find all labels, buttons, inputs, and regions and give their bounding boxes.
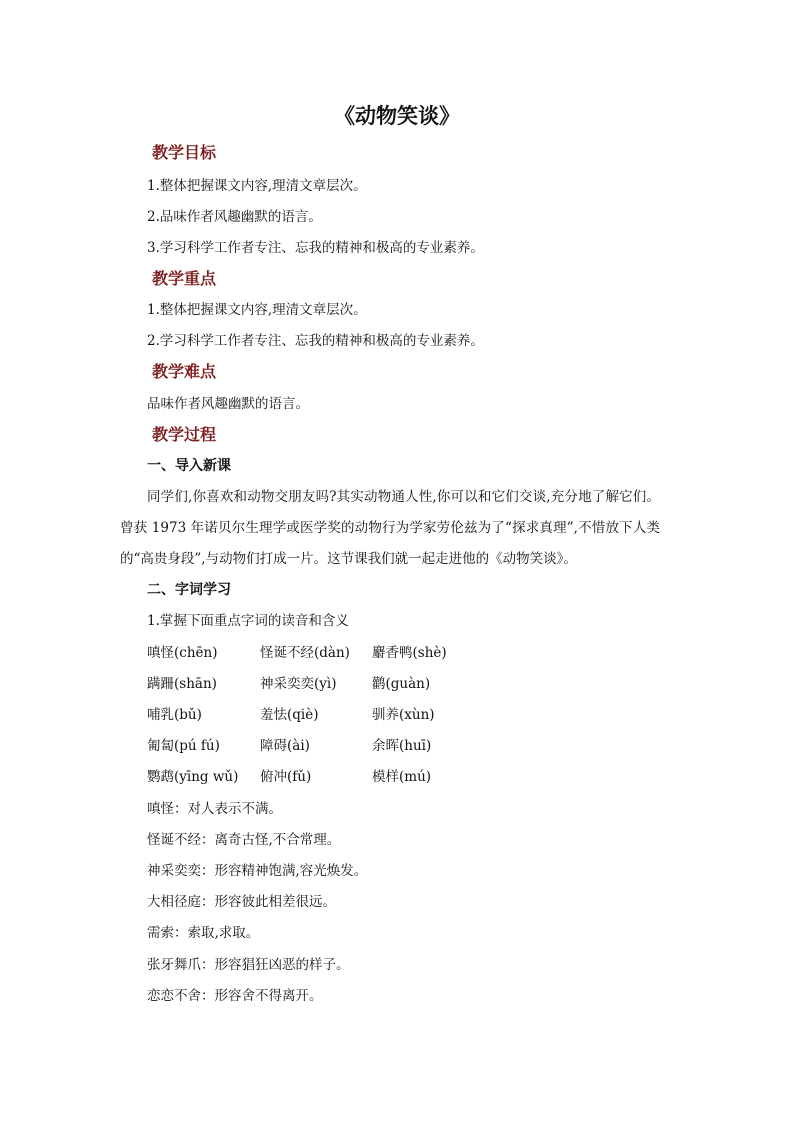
difficulty-item: 品味作者风趣幽默的语言。 [147, 396, 309, 412]
definition-item: 恋恋不舍：形容舍不得离开。 [147, 988, 323, 1004]
goal-item: 2.品味作者风趣幽默的语言。 [147, 209, 322, 225]
definition-item: 张牙舞爪：形容猖狂凶恶的样子。 [147, 957, 350, 973]
vocab-word: 麝香鸭(shè) [372, 645, 447, 661]
vocab-intro: 1.掌握下面重点字词的读音和含义 [147, 613, 349, 629]
document-title: 《动物笑谈》 [334, 103, 460, 128]
subheading-intro: 一、导入新课 [147, 458, 231, 474]
vocab-word: 怪诞不经(dàn) [260, 645, 350, 661]
goal-item: 1.整体把握课文内容,理清文章层次。 [147, 178, 367, 194]
intro-paragraph: 同学们,你喜欢和动物交朋友吗?其实动物通人性,你可以和它们交谈,充分地了解它们。曾获 1973 年诺贝尔生理学或医学奖的动物行为学家劳伦兹为了“探求真理”,不惜放下人类的“高贵身段”,与动物们打成一片。这节课我们就一起走进他的《动物笑谈》。 [120, 489, 660, 567]
vocab-word: 模样(mú) [372, 769, 432, 785]
goal-item: 3.学习科学工作者专注、忘我的精神和极高的专业素养。 [147, 240, 484, 256]
heading-teaching-goals: 教学目标 [152, 143, 217, 162]
definition-item: 嗔怪：对人表示不满。 [147, 801, 282, 817]
vocab-word: 鹦鹉(yīng wǔ) [147, 769, 239, 785]
vocab-row [147, 736, 492, 756]
heading-teaching-difficulty: 教学难点 [152, 362, 217, 381]
definition-item: 需索：索取,求取。 [147, 925, 260, 941]
definition-item: 怪诞不经：离奇古怪,不合常理。 [147, 832, 341, 848]
keypoint-item: 2.学习科学工作者专注、忘我的精神和极高的专业素养。 [147, 333, 484, 349]
vocab-word: 俯冲(fǔ) [260, 769, 312, 785]
vocab-word: 障碍(ài) [260, 738, 310, 754]
vocab-word: 羞怯(qiè) [260, 707, 319, 723]
vocab-row [147, 674, 492, 694]
vocab-word: 鹳(guàn) [372, 676, 431, 692]
vocab-word: 蹒跚(shān) [147, 676, 217, 692]
vocab-word: 哺乳(bǔ) [147, 707, 202, 723]
heading-teaching-process: 教学过程 [152, 425, 217, 444]
vocab-word: 余晖(huī) [372, 738, 432, 754]
vocab-word: 驯养(xùn) [372, 707, 435, 723]
vocab-row [147, 705, 492, 725]
vocab-word: 神采奕奕(yì) [260, 676, 337, 692]
vocab-row [147, 767, 492, 787]
heading-teaching-keypoints: 教学重点 [152, 269, 217, 288]
vocab-word: 匍匐(pú fú) [147, 738, 220, 754]
vocab-row [147, 643, 492, 663]
vocab-word: 嗔怪(chēn) [147, 645, 218, 661]
definition-item: 大相径庭：形容彼此相差很远。 [147, 894, 336, 910]
keypoint-item: 1.整体把握课文内容,理清文章层次。 [147, 302, 367, 318]
subheading-vocab: 二、字词学习 [147, 582, 231, 598]
definition-item: 神采奕奕：形容精神饱满,容光焕发。 [147, 863, 368, 879]
